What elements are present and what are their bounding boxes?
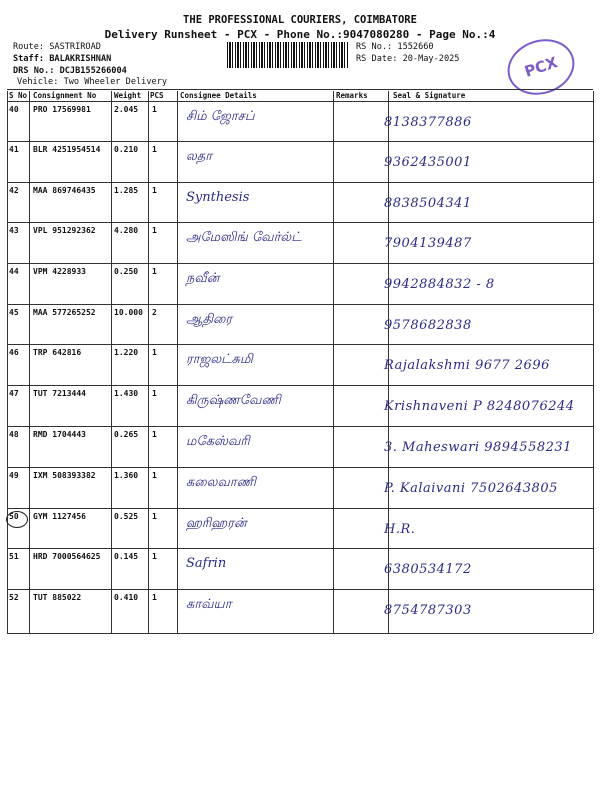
route-label: Route: SASTRIROAD: [13, 42, 101, 52]
consignment-number: MAA 869746435: [33, 186, 96, 195]
weight-value: 0.525: [114, 512, 139, 521]
serial-number: 40: [9, 105, 19, 114]
consignment-number: GYM 1127456: [33, 512, 86, 521]
row-divider: [7, 263, 593, 264]
consignee-handwritten: ராஜலட்சுமி: [186, 352, 253, 367]
signature-handwritten: 7904139487: [384, 236, 472, 251]
signature-handwritten: 6380534172: [384, 562, 472, 577]
serial-number: 48: [9, 430, 19, 439]
pieces-count: 1: [152, 186, 157, 195]
signature-handwritten: 9942884832 - 8: [384, 277, 495, 292]
pieces-count: 1: [152, 430, 157, 439]
pieces-count: 1: [152, 512, 157, 521]
consignee-handwritten: கலைவாணி: [186, 475, 256, 490]
serial-number: 52: [9, 593, 19, 602]
row-divider: [7, 344, 593, 345]
consignment-number: BLR 4251954514: [33, 145, 101, 154]
weight-value: 0.250: [114, 267, 139, 276]
runsheet-subtitle: Delivery Runsheet - PCX - Phone No.:9047080280 - Page No.:4: [104, 28, 496, 41]
row-divider: [7, 304, 593, 305]
pieces-count: 1: [152, 593, 157, 602]
row-divider: [7, 385, 593, 386]
serial-number: 49: [9, 471, 19, 480]
consignee-handwritten: காவ்யா: [186, 597, 232, 612]
row-divider: [7, 89, 593, 90]
pcx-stamp: PCX: [500, 31, 581, 103]
consignment-number: MAA 577265252: [33, 308, 96, 317]
row-divider: [7, 548, 593, 549]
pieces-count: 1: [152, 267, 157, 276]
pieces-count: 1: [152, 145, 157, 154]
weight-value: 1.360: [114, 471, 139, 480]
weight-value: 1.220: [114, 348, 139, 357]
vehicle-label: Vehicle: Two Wheeler Delivery: [17, 77, 168, 87]
consignment-number: TRP 642816: [33, 348, 82, 357]
consignment-number: TUT 7213444: [33, 389, 86, 398]
weight-value: 10.000: [114, 308, 143, 317]
row-divider: [7, 426, 593, 427]
column-divider: [148, 91, 149, 633]
weight-value: 0.145: [114, 552, 139, 561]
weight-value: 2.045: [114, 105, 139, 114]
row-divider: [7, 633, 593, 634]
signature-handwritten: 8754787303: [384, 603, 472, 618]
page-title: THE PROFESSIONAL COURIERS, COIMBATORE: [183, 14, 417, 26]
serial-number: 41: [9, 145, 19, 154]
weight-value: 0.265: [114, 430, 139, 439]
column-divider: [111, 91, 112, 633]
rs-date: RS Date: 20-May-2025: [356, 54, 460, 64]
signature-handwritten: H.R.: [384, 522, 416, 537]
column-header: Weight: [114, 91, 142, 100]
weight-value: 1.430: [114, 389, 139, 398]
consignment-number: PRO 17569981: [33, 105, 91, 114]
consignment-number: IXM 508393382: [33, 471, 96, 480]
consignee-handwritten: Synthesis: [186, 190, 250, 205]
serial-number: 51: [9, 552, 19, 561]
column-header: Seal & Signature: [393, 91, 466, 100]
serial-number: 45: [9, 308, 19, 317]
column-divider: [333, 91, 334, 633]
column-header: PCS: [150, 91, 164, 100]
signature-handwritten: Krishnaveni P 8248076244: [384, 399, 575, 414]
consignee-handwritten: கிருஷ்ணவேணி: [186, 393, 281, 408]
pieces-count: 2: [152, 308, 157, 317]
signature-handwritten: 9362435001: [384, 155, 472, 170]
row-divider: [7, 101, 593, 102]
weight-value: 1.285: [114, 186, 139, 195]
consignee-handwritten: Safrin: [186, 556, 227, 571]
signature-handwritten: 8838504341: [384, 196, 472, 211]
signature-handwritten: 9578682838: [384, 318, 472, 333]
row-divider: [7, 467, 593, 468]
consignee-handwritten: மகேஸ்வரி: [186, 434, 250, 449]
pieces-count: 1: [152, 105, 157, 114]
consignee-handwritten: லதா: [186, 149, 213, 164]
pieces-count: 1: [152, 389, 157, 398]
signature-handwritten: Rajalakshmi 9677 2696: [384, 358, 550, 373]
serial-number: 47: [9, 389, 19, 398]
consignee-handwritten: சிம் ஜோசப்: [186, 109, 255, 124]
column-header: Consignment No: [33, 91, 97, 100]
pieces-count: 1: [152, 471, 157, 480]
pieces-count: 1: [152, 348, 157, 357]
column-divider: [593, 91, 594, 633]
drs-number: DRS No.: DCJB155266004: [13, 66, 127, 76]
consignee-handwritten: நவீன்: [186, 271, 220, 286]
signature-handwritten: 8138377886: [384, 115, 472, 130]
column-header: S No: [9, 91, 28, 100]
row-divider: [7, 182, 593, 183]
signature-handwritten: 3. Maheswari 9894558231: [384, 440, 572, 455]
serial-number: 50: [9, 512, 19, 521]
barcode-image: [227, 42, 349, 68]
staff-label: Staff: BALAKRISHNAN: [13, 54, 112, 64]
column-divider: [7, 91, 8, 633]
serial-number: 43: [9, 226, 19, 235]
consignment-number: HRD 7000564625: [33, 552, 101, 561]
weight-value: 4.280: [114, 226, 139, 235]
pieces-count: 1: [152, 226, 157, 235]
pieces-count: 1: [152, 552, 157, 561]
consignment-number: VPM 4228933: [33, 267, 86, 276]
row-divider: [7, 589, 593, 590]
weight-value: 0.210: [114, 145, 139, 154]
row-divider: [7, 222, 593, 223]
row-divider: [7, 508, 593, 509]
consignment-number: VPL 951292362: [33, 226, 96, 235]
serial-number: 46: [9, 348, 19, 357]
serial-number: 42: [9, 186, 19, 195]
row-divider: [7, 141, 593, 142]
weight-value: 0.410: [114, 593, 139, 602]
consignment-number: RMD 1704443: [33, 430, 86, 439]
consignee-handwritten: அமேஸிங் வேர்ல்ட்: [186, 230, 302, 245]
serial-number: 44: [9, 267, 19, 276]
column-header: Remarks: [336, 91, 368, 100]
signature-handwritten: P. Kalaivani 7502643805: [384, 481, 558, 496]
rs-number: RS No.: 1552660: [356, 42, 434, 52]
consignee-handwritten: ஆதிரை: [186, 312, 233, 327]
serial-circle-mark: [6, 511, 28, 528]
column-divider: [177, 91, 178, 633]
column-divider: [29, 91, 30, 633]
consignment-number: TUT 885022: [33, 593, 82, 602]
consignee-handwritten: ஹரிஹரன்: [186, 516, 247, 531]
column-header: Consignee Details: [180, 91, 257, 100]
